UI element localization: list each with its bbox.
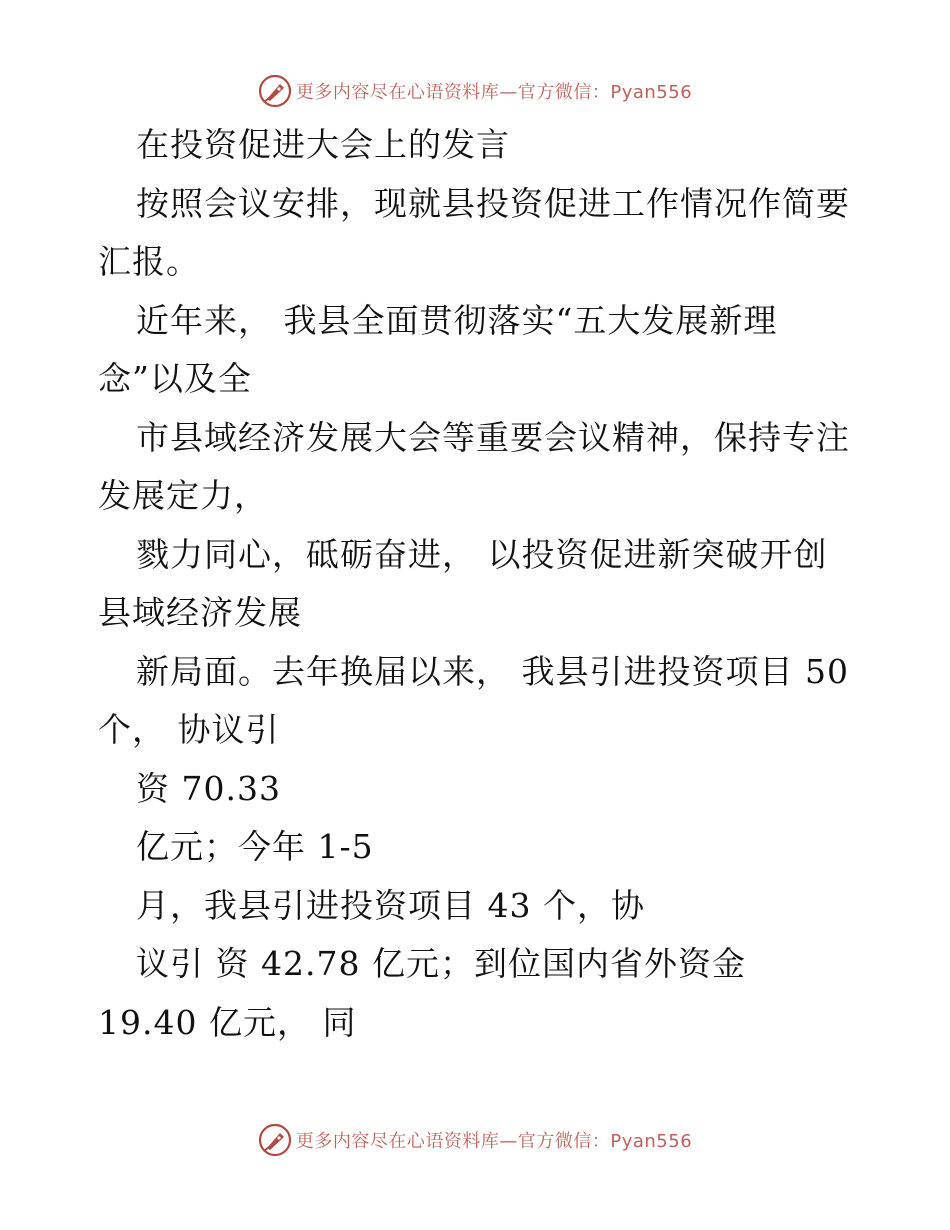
banner-content bbox=[258, 1123, 692, 1157]
text-line: 在投资促进大会上的发言 bbox=[136, 125, 510, 164]
footer-banner bbox=[0, 1120, 950, 1160]
document-body bbox=[98, 116, 858, 1052]
pen-nib-icon bbox=[258, 74, 292, 108]
text-line: 近年来， 我县全面贯彻落实“五大发展新理 bbox=[136, 300, 778, 340]
text-line: 资 70.33 bbox=[136, 768, 281, 808]
header-banner bbox=[0, 71, 950, 111]
banner-text: 更多内容尽在心语资料库—官方微信：Pyan556 bbox=[295, 1131, 693, 1152]
text-line: 个， 协议引 bbox=[98, 710, 280, 749]
banner-text: 更多内容尽在心语资料库—官方微信：Pyan556 bbox=[295, 82, 693, 103]
text-line: 按照会议安排，现就县投资促进工作情况作简要 bbox=[136, 183, 850, 223]
text-line: 19.40 亿元， 同 bbox=[98, 1002, 357, 1042]
text-line: 市县域经济发展大会等重要会议精神，保持专注 bbox=[136, 417, 850, 457]
text-line: 月，我县引进投资项目 43 个，协 bbox=[136, 885, 645, 925]
text-line: 县域经济发展 bbox=[98, 593, 302, 632]
banner-content bbox=[258, 74, 692, 108]
text-line: 念”以及全 bbox=[98, 359, 252, 398]
text-line: 汇报。 bbox=[98, 242, 200, 281]
text-line: 戮力同心，砥砺奋进， 以投资促进新突破开创 bbox=[136, 534, 828, 574]
text-line: 新局面。去年换届以来， 我县引进投资项目 50 bbox=[136, 651, 849, 691]
text-line: 发展定力， bbox=[98, 476, 268, 515]
text-line: 亿元；今年 1-5 bbox=[136, 827, 374, 866]
text-line: 议引 资 42.78 亿元；到位国内省外资金 bbox=[136, 944, 746, 983]
pen-nib-icon bbox=[258, 1123, 292, 1157]
